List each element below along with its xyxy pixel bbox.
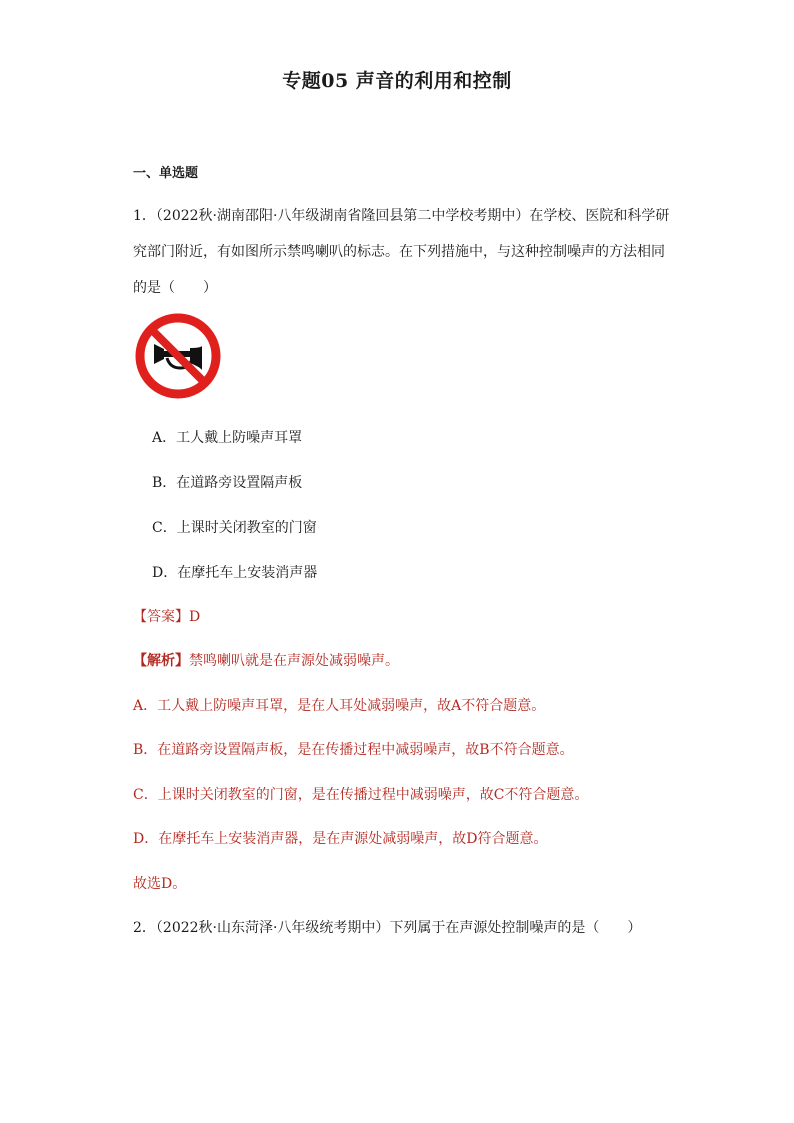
question-1-stem: 1．（2022秋·湖南邵阳·八年级湖南省隆回县第二中学校考期中）在学校、医院和科学研究部门附近，有如图所示禁鸣喇叭的标志。在下列措施中，与这种控制噪声的方法相同的是（ ） <box>133 208 670 296</box>
explanation-a: A．工人戴上防噪声耳罩，是在人耳处减弱噪声，故A不符合题意。 <box>133 698 546 714</box>
analysis-line <box>133 651 399 671</box>
explanation-b: B．在道路旁设置隔声板，是在传播过程中减弱噪声，故B不符合题意。 <box>133 742 574 758</box>
option-c: C．上课时关闭教室的门窗 <box>152 520 317 536</box>
answer-label: 【答案】 <box>133 609 189 625</box>
page-title: 专题05 声音的利用和控制 <box>282 70 512 92</box>
option-b: B．在道路旁设置隔声板 <box>152 475 303 491</box>
conclusion: 故选D。 <box>133 876 187 892</box>
section-heading: 一、单选题 <box>133 166 199 181</box>
answer-line <box>133 607 200 627</box>
question-2-stem: 2．（2022秋·山东菏泽·八年级统考期中）下列属于在声源处控制噪声的是（ ） <box>133 920 642 936</box>
explanation-d: D．在摩托车上安装消声器，是在声源处减弱噪声，故D符合题意。 <box>133 831 548 847</box>
analysis-label: 【解析】 <box>133 653 189 669</box>
analysis-text: 禁鸣喇叭就是在声源处减弱噪声。 <box>189 653 399 669</box>
option-a: A．工人戴上防噪声耳罩 <box>152 430 303 446</box>
no-horn-sign-icon <box>134 312 222 400</box>
option-d: D．在摩托车上安装消声器 <box>152 565 318 581</box>
explanation-c: C．上课时关闭教室的门窗，是在传播过程中减弱噪声，故C不符合题意。 <box>133 787 589 803</box>
answer-value: D <box>189 609 201 625</box>
